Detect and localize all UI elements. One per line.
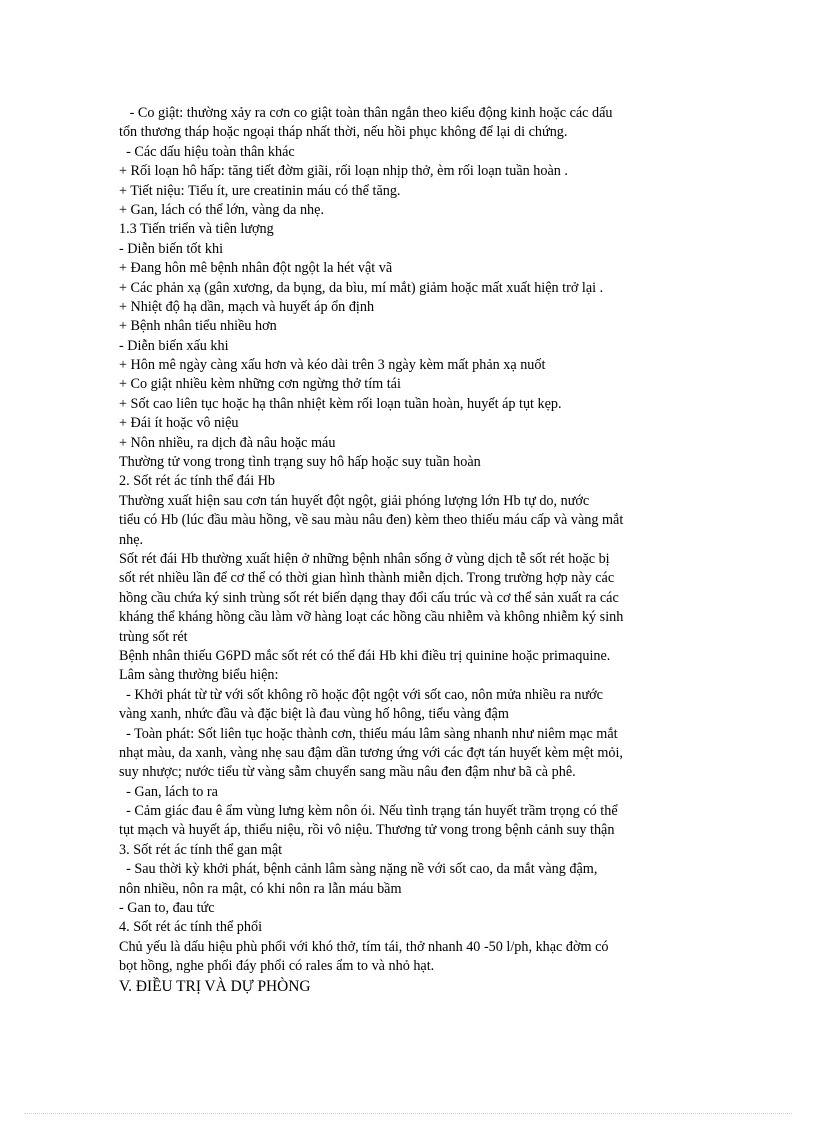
text-line: + Đái ít hoặc vô niệu (119, 415, 239, 432)
text-line: 3. Sốt rét ác tính thể gan mật (119, 841, 283, 858)
text-line: suy nhược; nước tiểu từ vàng sẫm chuyển sang mầu nâu đen đậm như bã cà phê. (119, 764, 576, 781)
text-line: tiểu có Hb (lúc đầu màu hồng, về sau màu nâu đen) kèm theo thiếu máu cấp và vàng mắt (119, 512, 624, 529)
text-line: vàng xanh, nhức đầu và đặc biệt là đau vùng hố hông, tiểu vàng đậm (119, 706, 509, 723)
text-line: Sốt rét đái Hb thường xuất hiện ở những bệnh nhân sống ở vùng dịch tễ sốt rét hoặc bị (119, 550, 610, 567)
text-line: Lâm sàng thường biểu hiện: (119, 667, 279, 684)
text-line: Thường tử vong trong tình trạng suy hô hấp hoặc suy tuần hoàn (119, 454, 481, 471)
text-line: nhẹ. (119, 531, 144, 548)
text-line: tổn thương tháp hoặc ngoại tháp nhất thời, nếu hồi phục không để lại di chứng. (119, 124, 568, 141)
text-line: - Khởi phát từ từ với sốt không rõ hoặc đột ngột với sốt cao, nôn mửa nhiều ra nước (119, 686, 603, 703)
text-line: nhạt màu, da xanh, vàng nhẹ sau đậm dần tương ứng với các đợt tán huyết kèm mệt mỏi, (119, 744, 623, 761)
text-line: + Bệnh nhân tiểu nhiều hơn (119, 318, 277, 335)
text-line: + Sốt cao liên tục hoặc hạ thân nhiệt kèm rối loạn tuần hoàn, huyết áp tụt kẹp. (119, 395, 562, 412)
text-line: + Rối loạn hô hấp: tăng tiết đờm giãi, rối loạn nhịp thở, èm rối loạn tuần hoàn . (119, 163, 568, 180)
text-line: trùng sốt rét (119, 628, 188, 645)
text-line: 2. Sốt rét ác tính thể đái Hb (119, 473, 276, 490)
text-line: - Co giật: thường xảy ra cơn co giật toàn thân ngắn theo kiểu động kinh hoặc các dấu (119, 105, 613, 121)
text-line: hồng cầu chứa ký sinh trùng sốt rét biến dạng thay đổi cấu trúc và cơ thể sản xuất ra các (119, 589, 619, 606)
text-line: kháng thể kháng hồng cầu làm vỡ hàng loạt các hồng cầu nhiễm và không nhiễm ký sinh (119, 609, 624, 626)
text-line: - Cảm giác đau ê ẩm vùng lưng kèm nôn ói. Nếu tình trạng tán huyết trầm trọng có thể (119, 803, 618, 820)
text-line: Bệnh nhân thiếu G6PD mắc sốt rét có thể đái Hb khi điều trị quinine hoặc primaquine. (119, 647, 611, 664)
text-line: + Gan, lách có thể lớn, vàng da nhẹ. (119, 201, 324, 218)
text-line: + Các phản xạ (gân xương, da bụng, da bìu, mí mắt) giảm hoặc mất xuất hiện trở lại . (119, 279, 604, 296)
text-line: tụt mạch và huyết áp, thiểu niệu, rồi vô niệu. Thương tử vong trong bệnh cảnh suy thận (119, 822, 615, 839)
text-line: Chủ yếu là dấu hiệu phù phổi với khó thở, tím tái, thở nhanh 40 -50 l/ph, khạc đờm có (119, 938, 609, 955)
text-line: - Các dấu hiệu toàn thân khác (119, 143, 295, 160)
text-line: sốt rét nhiều lần để cơ thể có thời gian hình thành miễn dịch. Trong trường hợp này các (119, 570, 615, 587)
text-line: - Sau thời kỳ khởi phát, bệnh cảnh lâm sàng nặng nề với sốt cao, da mắt vàng đậm, (119, 861, 598, 878)
text-line: + Đang hôn mê bệnh nhân đột ngột la hét vật vã (119, 260, 393, 277)
text-line: 4. Sốt rét ác tính thể phổi (119, 919, 263, 936)
document-body (119, 104, 701, 996)
text-line: - Toàn phát: Sốt liên tục hoặc thành cơn, thiếu máu lâm sàng nhanh như niêm mạc mắt (119, 725, 618, 742)
text-line: bọt hồng, nghe phổi đáy phổi có rales ẩm to và nhỏ hạt. (119, 958, 435, 975)
text-line: Thường xuất hiện sau cơn tán huyết đột ngột, giải phóng lượng lớn Hb tự do, nước (119, 492, 590, 509)
page-bottom-border (24, 1113, 792, 1114)
text-line: + Nhiệt độ hạ dần, mạch và huyết áp ổn định (119, 298, 375, 315)
text-line: + Nôn nhiều, ra dịch đà nâu hoặc máu (119, 434, 336, 451)
text-line: nôn nhiều, nôn ra mật, có khi nôn ra lẫn máu bầm (119, 880, 402, 897)
text-line: + Tiết niệu: Tiểu ít, ure creatinin máu có thể tăng. (119, 182, 401, 199)
text-line: + Co giật nhiều kèm những cơn ngừng thở tím tái (119, 376, 401, 393)
text-line: - Gan to, đau tức (119, 900, 215, 917)
text-line: - Gan, lách to ra (119, 783, 218, 800)
text-line: - Diễn biến tốt khi (119, 240, 224, 257)
text-line: V. ĐIỀU TRỊ VÀ DỰ PHÒNG (119, 977, 311, 995)
text-line: 1.3 Tiến triển và tiên lượng (119, 221, 274, 238)
text-line: + Hôn mê ngày càng xấu hơn và kéo dài trên 3 ngày kèm mất phản xạ nuốt (119, 357, 546, 374)
text-line: - Diễn biến xấu khi (119, 337, 229, 354)
